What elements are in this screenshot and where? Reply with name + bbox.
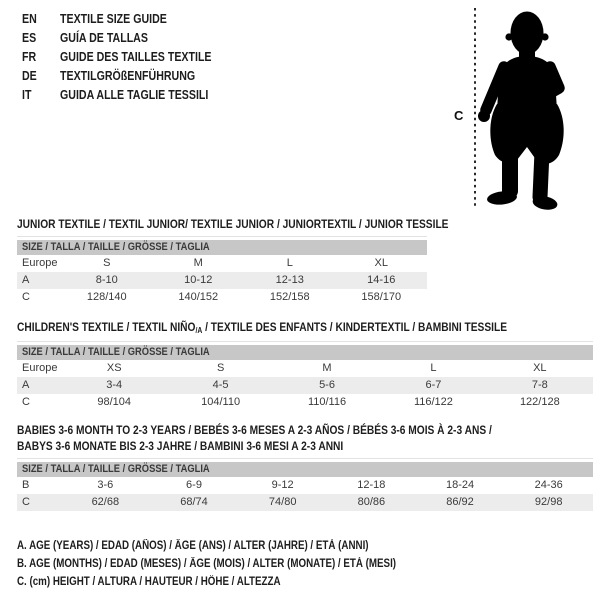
babies-title-line1: BABIES 3-6 MONTH TO 2-3 YEARS / BEBÉS 3-6 MESES A 2-3 AÑOS / BÉBÉS 3-6 MOIS À 2-3 ANS / <box>17 423 492 437</box>
height-marker-label: C <box>454 108 464 123</box>
size-table-header-text: SIZE / TALLA / TAILLE / GRÖSSE / TAGLIA <box>22 463 210 475</box>
footnote-b-text: B. AGE (MONTHS) / EDAD (MESES) / ÂGE (MOIS) / ALTER (MONATE) / ETÀ (MESI) <box>17 558 397 570</box>
size-value-cell: 7-8 <box>531 379 548 391</box>
size-value-cell: 152/158 <box>269 291 310 303</box>
junior-size-table <box>17 236 427 306</box>
children-size-table <box>17 341 593 411</box>
size-table-header-text: SIZE / TALLA / TAILLE / GRÖSSE / TAGLIA <box>22 346 210 358</box>
size-value-cell: XL <box>533 362 547 374</box>
language-code <box>22 67 60 86</box>
size-value-cell: 80/86 <box>357 496 386 508</box>
language-code <box>22 10 60 29</box>
row-label-cell: C <box>22 396 30 408</box>
size-value-cell: 68/74 <box>180 496 208 508</box>
table-row <box>17 377 593 394</box>
footnote-a-text: A. AGE (YEARS) / EDAD (AÑOS) / ÂGE (ANS) / ALTER (JAHRE) / ETÀ (ANNI) <box>17 540 369 552</box>
language-code <box>22 29 60 48</box>
silhouette-hand-left <box>478 110 490 122</box>
size-value-cell: 98/104 <box>97 396 132 408</box>
size-value-cell: 12-18 <box>357 479 386 491</box>
size-value-cell: L <box>286 257 293 269</box>
language-row <box>22 86 238 105</box>
section-title-junior-text: JUNIOR TEXTILE / TEXTIL JUNIOR/ TEXTILE JUNIOR / JUNIORTEXTIL / JUNIOR TESSILE <box>17 217 449 231</box>
language-code-text: ES <box>22 31 37 45</box>
babies-title-line2: BABYS 3-6 MONATE BIS 2-3 JAHRE / BAMBINI 3-6 MESI A 2-3 ANNI <box>17 439 344 453</box>
language-row <box>22 10 238 29</box>
language-title-text: GUÍA DE TALLAS <box>60 31 148 45</box>
silhouette-shorts <box>490 104 563 164</box>
babies-size-table-body <box>17 477 593 511</box>
table-row <box>17 477 593 494</box>
children-title-pre: CHILDREN'S TEXTILE / TEXTIL NIÑO <box>17 320 196 334</box>
size-value-cell: 158/170 <box>361 291 402 303</box>
legend-footnotes <box>17 537 463 591</box>
size-value-cell: 12-13 <box>275 274 304 286</box>
table-row <box>17 289 427 306</box>
size-value-cell: 5-6 <box>319 379 335 391</box>
toddler-silhouette-icon <box>440 0 600 215</box>
size-value-cell: M <box>193 257 203 269</box>
row-label-cell: B <box>22 479 30 491</box>
size-table-header <box>17 462 593 477</box>
language-row <box>22 48 238 67</box>
language-code <box>22 48 60 67</box>
language-row <box>22 67 238 86</box>
table-row <box>17 360 593 377</box>
size-value-cell: XL <box>374 257 388 269</box>
row-label-cell: Europe <box>22 362 58 374</box>
children-title-post: / TEXTILE DES ENFANTS / KINDERTEXTIL / BAMBINI TESSILE <box>202 320 507 334</box>
size-value-cell: 6-7 <box>425 379 442 391</box>
babies-size-table <box>17 458 593 511</box>
language-title-text: GUIDE DES TAILLES TEXTILE <box>60 50 212 64</box>
table-row <box>17 255 427 272</box>
silhouette-leg-right <box>540 152 542 197</box>
row-label-cell: A <box>22 379 30 391</box>
language-title <box>60 48 238 67</box>
size-value-cell: L <box>430 362 437 374</box>
silhouette-ear-left <box>505 33 512 40</box>
size-value-cell: S <box>103 257 111 269</box>
section-title-children-text <box>17 319 507 339</box>
section-title-junior <box>17 216 525 232</box>
section-title-babies <box>17 422 576 454</box>
size-value-cell: 116/122 <box>413 396 453 408</box>
language-list <box>22 10 238 105</box>
footnote-b <box>17 555 463 573</box>
language-row <box>22 29 238 48</box>
size-value-cell: XS <box>106 362 122 374</box>
size-value-cell: 24-36 <box>534 479 563 491</box>
language-code-text: DE <box>22 69 37 83</box>
size-table-header <box>17 240 427 255</box>
language-title <box>60 29 163 48</box>
silhouette-ear-right <box>541 33 548 40</box>
junior-size-table-body <box>17 255 427 306</box>
language-title-text: GUIDA ALLE TAGLIE TESSILI <box>60 88 209 102</box>
toddler-silhouette <box>478 12 564 212</box>
section-title-children <box>17 319 593 339</box>
footnote-c-text: C. (cm) HEIGHT / ALTURA / HAUTEUR / HÖHE / ALTEZZA <box>17 576 281 588</box>
table-row <box>17 494 593 511</box>
size-value-cell: 10-12 <box>184 274 213 286</box>
size-value-cell: 9-12 <box>271 479 294 491</box>
size-value-cell: 8-10 <box>95 274 118 286</box>
language-title <box>60 86 235 105</box>
children-size-table-body <box>17 360 593 411</box>
language-code-text: IT <box>22 88 32 102</box>
language-title <box>60 10 186 29</box>
language-title <box>60 67 219 86</box>
size-value-cell: 86/92 <box>446 496 474 508</box>
table-row <box>17 272 427 289</box>
language-code <box>22 86 60 105</box>
size-table-header <box>17 345 593 360</box>
size-value-cell: 74/80 <box>268 496 297 508</box>
toddler-figure <box>440 0 600 215</box>
size-value-cell: 3-6 <box>97 479 114 491</box>
row-label-cell: C <box>22 496 30 508</box>
size-value-cell: 140/152 <box>178 291 219 303</box>
size-value-cell: 92/98 <box>534 496 563 508</box>
size-value-cell: 4-5 <box>212 379 229 391</box>
size-value-cell: 122/128 <box>519 396 560 408</box>
size-table-header-text: SIZE / TALLA / TAILLE / GRÖSSE / TAGLIA <box>22 241 210 253</box>
children-title-subscript: /A <box>195 326 203 335</box>
size-value-cell: 104/110 <box>201 396 241 408</box>
row-label-cell: C <box>22 291 30 303</box>
language-title-text: TEXTILGRÖßENFÜHRUNG <box>60 69 196 83</box>
row-label-cell: A <box>22 274 30 286</box>
size-value-cell: 6-9 <box>186 479 202 491</box>
size-value-cell: M <box>322 362 332 374</box>
size-value-cell: 62/68 <box>91 496 120 508</box>
size-value-cell: S <box>216 362 225 374</box>
footnote-a <box>17 537 463 555</box>
size-value-cell: 18-24 <box>445 479 475 491</box>
size-value-cell: 110/116 <box>307 396 347 408</box>
table-row <box>17 394 593 411</box>
row-label-cell: Europe <box>22 257 58 269</box>
language-title-text: TEXTILE SIZE GUIDE <box>60 12 167 26</box>
size-value-cell: 3-4 <box>106 379 123 391</box>
size-value-cell: 128/140 <box>86 291 127 303</box>
size-value-cell: 14-16 <box>367 274 396 286</box>
language-code-text: FR <box>22 50 37 64</box>
footnote-c <box>17 573 463 591</box>
language-code-text: EN <box>22 12 37 26</box>
